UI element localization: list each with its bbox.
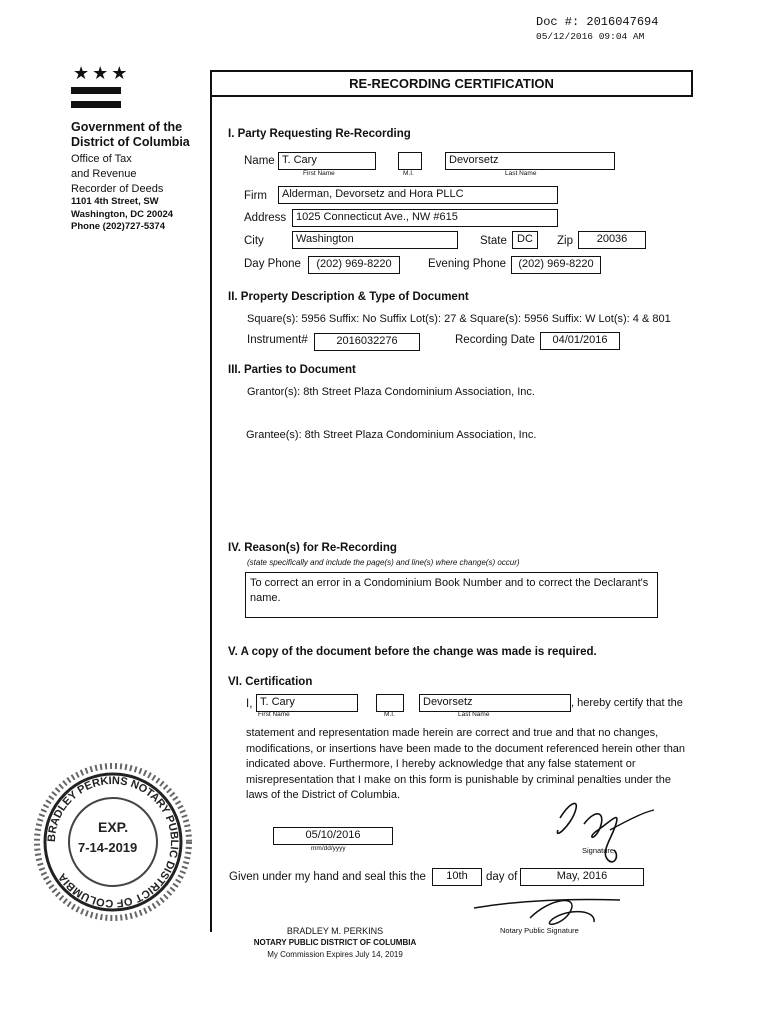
section-5-heading: V. A copy of the document before the change was made is required.: [228, 646, 597, 658]
signature-caption: Signature: [582, 846, 615, 855]
city-field[interactable]: Washington: [292, 231, 458, 249]
instrument-field[interactable]: 2016032276: [314, 333, 420, 351]
evening-phone-label: Evening Phone: [428, 258, 507, 270]
last-name-field[interactable]: Devorsetz: [445, 152, 615, 170]
certify-text: , hereby certify that the: [571, 697, 683, 709]
agency-office: Office of Tax and Revenue Recorder of Deeds: [71, 153, 164, 195]
certification-statement: statement and representation made herein are correct and true and that no changes, modifications, or insertions have been made to the document referenced herein other than indicated above. Furthermore, I hereby acknowledge that any false statement or misrepresentation that I make on this form is punishable by criminal penalties under the laws of the District of Columbia.: [246, 727, 686, 801]
grantee-line: Grantee(s): 8th Street Plaza Condominium Association, Inc.: [246, 429, 537, 441]
section-3-heading: III. Parties to Document: [228, 364, 356, 376]
city-label: City: [244, 235, 264, 247]
agency-name: Government of the District of Columbia: [71, 120, 190, 149]
address-field[interactable]: 1025 Connecticut Ave., NW #615: [292, 209, 558, 227]
section-6-heading: VI. Certification: [228, 676, 313, 688]
notary-signature-caption: Notary Public Signature: [500, 926, 579, 935]
handwritten-signature: [540, 790, 660, 870]
instrument-label: Instrument#: [247, 334, 308, 346]
doc-datetime: 05/12/2016 09:04 AM: [536, 31, 645, 42]
cert-last-caption: Last Name: [458, 711, 490, 718]
svg-text:7-14-2019: 7-14-2019: [78, 840, 138, 855]
form-title: RE-RECORDING CERTIFICATION: [210, 70, 693, 97]
cert-last-name-field[interactable]: Devorsetz: [419, 694, 571, 712]
section-2-heading: II. Property Description & Type of Document: [228, 291, 469, 303]
agency-address: 1101 4th Street, SW Washington, DC 20024 Phone (202)727-5374: [71, 196, 174, 232]
cert-mi-field[interactable]: [376, 694, 404, 712]
middle-initial-field[interactable]: [398, 152, 422, 170]
state-label: State: [480, 235, 507, 247]
address-label: Address: [244, 212, 287, 224]
square-lot-line: Square(s): 5956 Suffix: No Suffix Lot(s): 27 & Square(s): 5956 Suffix: W Lot(s): 4 & 801: [247, 313, 671, 325]
evening-phone-field[interactable]: (202) 969-8220: [511, 256, 601, 274]
cert-date-caption: mm/dd/yyyy: [311, 845, 346, 852]
notary-seal-icon: [28, 760, 198, 925]
given-label: Given under my hand and seal this the: [229, 871, 426, 883]
firm-label: Firm: [244, 190, 267, 202]
first-name-field[interactable]: T. Cary: [278, 152, 376, 170]
firm-field[interactable]: Alderman, Devorsetz and Hora PLLC: [278, 186, 558, 204]
cert-first-caption: First Name: [258, 711, 290, 718]
section-4-note: (state specifically and include the page(s) and line(s) where change(s) occur): [247, 558, 520, 567]
svg-text:EXP.: EXP.: [98, 819, 129, 835]
svg-text:BRADLEY PERKINS NOTARY PUBLIC: BRADLEY PERKINS NOTARY PUBLIC DISTRICT OF COLUMBIA: [45, 774, 181, 910]
recording-date-field[interactable]: 04/01/2016: [540, 332, 620, 350]
dc-flag-bar-icon: [71, 87, 121, 94]
dc-flag-stars-icon: ★★★: [73, 63, 131, 83]
section-4-heading: IV. Reason(s) for Re-Recording: [228, 542, 397, 554]
state-field[interactable]: DC: [512, 231, 538, 249]
notary-block: [240, 925, 430, 961]
month-year-field[interactable]: May, 2016: [520, 868, 644, 886]
recording-date-label: Recording Date: [455, 334, 535, 346]
form-left-rule: [210, 70, 212, 932]
section-1-heading: I. Party Requesting Re-Recording: [228, 128, 411, 140]
notary-name: BRADLEY M. PERKINS: [286, 926, 384, 936]
notary-commission: My Commission Expires July 14, 2019: [267, 950, 403, 959]
reason-field[interactable]: To correct an error in a Condominium Book Number and to correct the Declarant's name.: [245, 572, 658, 618]
zip-field[interactable]: 20036: [578, 231, 646, 249]
day-field[interactable]: 10th: [432, 868, 482, 886]
day-phone-label: Day Phone: [244, 258, 301, 270]
day-phone-field[interactable]: (202) 969-8220: [308, 256, 400, 274]
notary-title: NOTARY PUBLIC DISTRICT OF COLUMBIA: [253, 938, 417, 947]
grantor-line: Grantor(s): 8th Street Plaza Condominium Association, Inc.: [247, 386, 535, 398]
last-name-caption: Last Name: [505, 170, 537, 177]
first-name-caption: First Name: [303, 170, 335, 177]
certify-i-label: I,: [246, 698, 253, 710]
zip-label: Zip: [557, 235, 573, 247]
name-label: Name: [244, 155, 275, 167]
day-of-label: day of: [486, 871, 518, 883]
cert-mi-caption: M.I.: [384, 711, 395, 718]
mi-caption: M.I.: [403, 170, 414, 177]
dc-flag-bar-icon: [71, 101, 121, 108]
cert-date-field[interactable]: 05/10/2016: [273, 827, 393, 845]
doc-number: Doc #: 2016047694: [536, 15, 659, 29]
cert-first-name-field[interactable]: T. Cary: [256, 694, 358, 712]
